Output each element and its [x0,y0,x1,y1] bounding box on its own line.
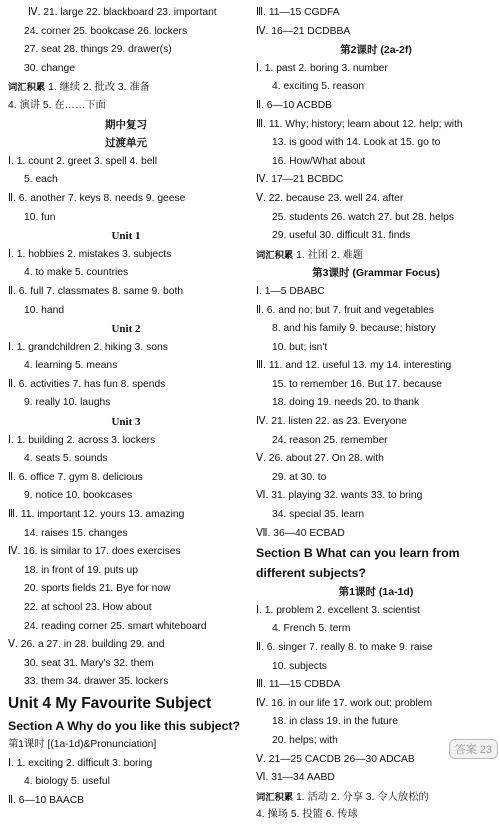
right-line: 29. useful 30. difficult 31. finds [272,230,411,242]
right-line: Ⅲ. 11—15 CGDFA [256,7,340,18]
left-line: 30. change [24,62,75,74]
left-line: 词汇积累 1. 继续 2. 批改 3. 准备 [8,82,150,94]
left-line: 过渡单元 [105,137,147,150]
right-line: 18. in class 19. in the future [272,716,398,728]
right-line: 4. exciting 5. reason [272,81,365,93]
left-line: 30. seat 31. Mary's 32. them [24,657,154,669]
left-line: Ⅴ. 26. a 27. in 28. building 29. and [8,639,165,651]
left-line: 9. notice 10. bookcases [24,490,133,502]
right-line: Ⅳ. 21. listen 22. as 23. Everyone [256,416,407,428]
right-line: 词汇积累 1. 社团 2. 难题 [256,249,364,261]
left-line: 9. really 10. laughs [24,397,111,409]
right-line: Ⅰ. 1. problem 2. excellent 3. scientist [256,604,420,616]
left-line: Unit 2 [111,323,141,336]
left-line: Ⅱ. 6. activities 7. has fun 8. spends [8,378,166,390]
right-line: 29. at 30. to [272,471,327,483]
right-line: Ⅲ. 11. and 12. useful 13. my 14. interesting [256,360,452,372]
left-line: 4. biology 5. useful [24,776,110,788]
right-line: Ⅳ. 16—21 DCDBBA [256,25,351,37]
left-line: Unit 1 [111,230,141,243]
left-line: Ⅱ. 6. office 7. gym 8. delicious [8,471,143,483]
left-line: Unit 3 [111,416,141,429]
left-line: Ⅳ. 21. large 22. blackboard 23. important [28,7,217,18]
right-line: Ⅰ. 1. past 2. boring 3. number [256,62,388,74]
right-line: 10. but; isn't [272,341,328,353]
left-line: Ⅱ. 6—10 BAACB [8,794,85,806]
left-line: 4. learning 5. means [24,360,118,372]
right-line: 4. French 5. term [272,623,351,635]
left-line: Ⅱ. 6. another 7. keys 8. needs 9. geese [8,192,186,204]
left-line: 24. corner 25. bookcase 26. lockers [24,25,188,37]
left-line: 10. hand [24,304,65,316]
left-line: 4. to make 5. countries [24,267,129,279]
left-line: 4. 演讲 5. 在……下面 [8,99,106,111]
right-line: 24. reason 25. remember [272,434,388,446]
right-line: 词汇积累 1. 活动 2. 分享 3. 令人放松的 [256,791,429,803]
right-line: Ⅳ. 16. in our life 17. work out; problem [256,697,433,709]
left-line: Ⅱ. 6. full 7. classmates 8. same 9. both [8,285,184,297]
left-line: Unit 4 My Favourite Subject [8,694,212,712]
right-line: different subjects? [256,566,367,581]
right-line: 第1课时 (1a-1d) [338,586,414,599]
left-line: 22. at school 23. How about [24,602,152,613]
right-line: 13. is good with 14. Look at 15. go to [272,137,441,149]
right-line: 8. and his family 9. because; history [272,323,436,335]
right-line: 34. special 35. learn [272,509,365,521]
left-line: Ⅰ. 1. building 2. across 3. lockers [8,434,156,446]
left-line: 第1课时 [(1a-1d)&Pronunciation] [8,738,157,750]
page-number-badge: 答案 23 [449,739,498,759]
right-line: 10. subjects [272,660,327,672]
right-line: Ⅲ. 11—15 CDBDA [256,679,341,691]
left-line: 5. each [24,174,58,186]
left-line: 27. seat 28. things 29. drawer(s) [24,44,172,56]
right-line: 25. students 26. watch 27. but 28. helps [272,211,455,223]
right-line: Ⅳ. 17—21 BCBDC [256,174,344,186]
left-line: 24. reading corner 25. smart whiteboard [24,620,207,632]
right-line: Ⅴ. 22. because 23. well 24. after [256,192,404,204]
left-line: 20. sports fields 21. Bye for now [24,583,171,595]
left-column [8,4,244,810]
right-line: 20. helps; with [272,734,338,746]
left-line: Ⅰ. 1. count 2. greet 3. spell 4. bell [8,155,157,167]
right-line: Ⅱ. 6. singer 7. really 8. to make 9. raise [256,642,433,653]
right-line: Ⅴ. 26. about 27. On 28. with [256,453,384,465]
right-line: 第3课时 (Grammar Focus) [312,267,440,280]
left-line: 期中复习 [105,118,147,131]
left-line: 14. raises 15. changes [24,527,128,539]
left-line: Ⅳ. 16. is similar to 17. does exercises [8,546,181,558]
left-line: Ⅲ. 11. important 12. yours 13. amazing [8,509,185,521]
right-line: Ⅵ. 31. playing 32. wants 33. to bring [256,490,423,502]
right-line: Ⅵ. 31—34 AABD [256,772,335,784]
right-line: Ⅲ. 11. Why; history; learn about 12. help; with [256,118,463,130]
left-line: 33. them 34. drawer 35. lockers [24,676,169,688]
left-line: Ⅰ. 1. grandchildren 2. hiking 3. sons [8,341,168,353]
right-column [256,4,496,825]
right-line: Ⅱ. 6. and no; but 7. fruit and vegetables [256,304,434,316]
right-line: Ⅴ. 21—25 CACDB 26—30 ADCAB [256,753,415,765]
left-line: Section A Why do you like this subject? [8,718,241,733]
right-line: Ⅱ. 6—10 ACBDB [256,99,333,111]
left-line: 18. in front of 19. puts up [24,564,138,576]
right-line: Section B What can you learn from [256,546,460,561]
right-line: Ⅶ. 36—40 ECBAD [256,527,345,539]
left-line: Ⅰ. 1. hobbies 2. mistakes 3. subjects [8,248,172,260]
left-line: 4. seats 5. sounds [24,453,108,465]
right-line: Ⅰ. 1—5 DBABC [256,285,325,297]
right-line: 15. to remember 16. But 17. because [272,378,442,390]
right-line: 4. 操场 5. 投篮 6. 传球 [256,809,358,821]
left-line: 10. fun [24,211,56,223]
left-line: Ⅰ. 1. exciting 2. difficult 3. boring [8,757,153,769]
right-line: 18. doing 19. needs 20. to thank [272,397,420,409]
right-line: 16. How/What about [272,155,366,167]
right-line: 第2课时 (2a-2f) [340,44,412,57]
